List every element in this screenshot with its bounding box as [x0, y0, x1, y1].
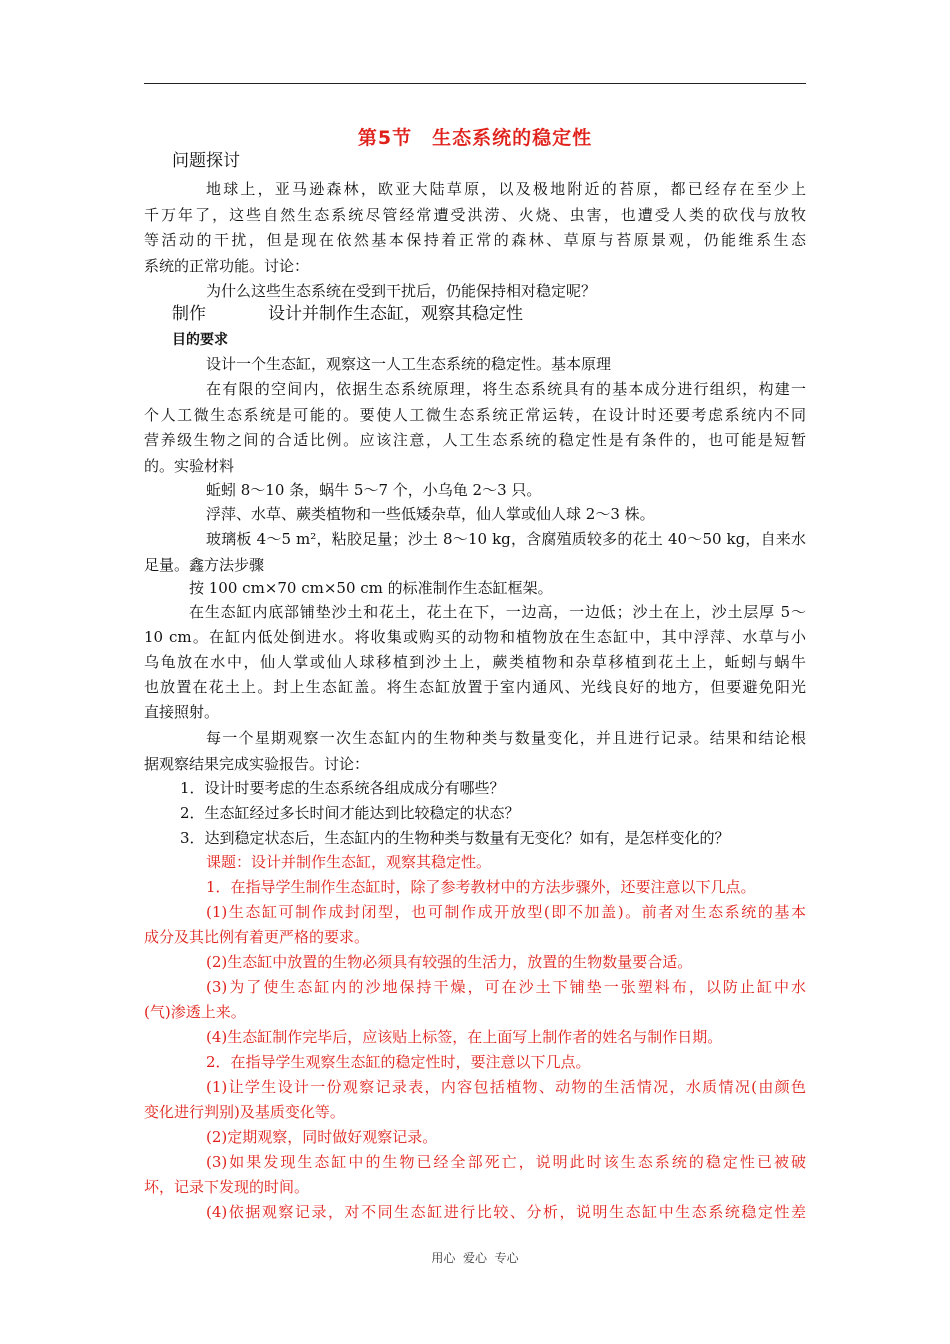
discussion-item: 3．达到稳定状态后，生态缸内的生物种类与数量有无变化？如有，是怎样变化的？ — [180, 829, 730, 847]
note-item: 成分及其比例有着更严格的要求。 — [144, 928, 370, 946]
paragraph-line: 等活动的干扰，但是现在依然基本保持着正常的森林、草原与苔原景观，仍能维系生态 — [144, 231, 806, 249]
note-item: (3)为了使生态缸内的沙地保持干燥，可在沙土下铺垫一张塑料布，以防止缸中水 — [206, 978, 806, 996]
purpose-text: 设计一个生态缸，观察这一人工生态系统的稳定性。基本原理 — [206, 355, 612, 373]
paragraph-line: 系统的正常功能。讨论： — [144, 257, 310, 275]
principle-line: 营养级生物之间的合适比例。应该注意，人工生态系统的稳定性是有条件的，也可能是短暂 — [144, 431, 806, 449]
step-line: 直接照射。 — [144, 703, 220, 721]
section-heading-discussion: 问题探讨 — [172, 151, 240, 171]
principle-line: 个人工微生态系统是可能的。要使人工微生态系统正常运转，在设计时还要考虑系统内不同 — [144, 406, 806, 424]
purpose-label: 目的要求 — [172, 332, 228, 348]
step-line: 乌龟放在水中，仙人掌或仙人球移植到沙土上，蕨类植物和杂草移植到花土上，蚯蚓与蜗牛 — [144, 653, 806, 671]
make-title: 设计并制作生态缸，观察其稳定性 — [268, 304, 523, 324]
material-others-line: 足量。鑫方法步骤 — [144, 556, 265, 574]
principle-line: 的。实验材料 — [144, 457, 235, 475]
step-line: 10 cm。在缸内低处倒进水。将收集或购买的动物和植物放在生态缸中，其中浮萍、水草与小 — [144, 628, 806, 646]
note-item: (1)让学生设计一份观察记录表，内容包括植物、动物的生活情况，水质情况(由颜色 — [206, 1078, 806, 1096]
step-line: 也放置在花土上。封上生态缸盖。将生态缸放置于室内通风、光线良好的地方，但要避免阳光 — [144, 678, 806, 696]
note-item: (4)生态缸制作完毕后，应该贴上标签，在上面写上制作者的姓名与制作日期。 — [206, 1028, 723, 1046]
discussion-item: 2．生态缸经过多长时间才能达到比较稳定的状态？ — [180, 804, 520, 822]
step-frame: 按 100 cm×70 cm×50 cm 的标准制作生态缸框架。 — [189, 579, 553, 597]
header-rule — [144, 83, 806, 84]
note-point-1: 1．在指导学生制作生态缸时，除了参考教材中的方法步骤外，还要注意以下几点。 — [206, 878, 756, 896]
observe-line: 每一个星期观察一次生态缸内的生物种类与数量变化，并且进行记录。结果和结论根 — [206, 729, 806, 747]
paragraph-line: 千万年了，这些自然生态系统尽管经常遭受洪涝、火烧、虫害，也遭受人类的砍伐与放牧 — [144, 206, 806, 224]
note-topic: 课题：设计并制作生态缸，观察其稳定性。 — [206, 853, 492, 871]
note-item: 变化进行判别)及基质变化等。 — [144, 1103, 345, 1121]
discussion-question: 为什么这些生态系统在受到干扰后，仍能保持相对稳定呢？ — [206, 282, 597, 300]
step-line: 在生态缸内底部铺垫沙土和花土，花土在下，一边高，一边低；沙土在上，沙土层厚 5～ — [189, 603, 806, 621]
page-footer: 用心 爱心 专心 — [431, 1251, 519, 1265]
material-animals: 蚯蚓 8～10 条，蜗牛 5～7 个，小乌龟 2～3 只。 — [206, 481, 542, 499]
observe-line: 据观察结果完成实验报告。讨论： — [144, 755, 370, 773]
note-item: (2)定期观察，同时做好观察记录。 — [206, 1128, 438, 1146]
page-title: 第5节 生态系统的稳定性 — [357, 127, 593, 149]
discussion-item: 1．设计时要考虑的生态系统各组成成分有哪些？ — [180, 779, 505, 797]
material-others-line: 玻璃板 4～5 m²，粘胶足量；沙土 8～10 kg，含腐殖质较多的花土 40～50 kg，自来水 — [206, 530, 806, 548]
paragraph-line: 地球上，亚马逊森林，欧亚大陆草原，以及极地附近的苔原，都已经存在至少上 — [206, 180, 806, 198]
note-item: (4)依据观察记录，对不同生态缸进行比较、分析，说明生态缸中生态系统稳定性差 — [206, 1203, 806, 1221]
note-item: (2)生态缸中放置的生物必须具有较强的生活力，放置的生物数量要合适。 — [206, 953, 693, 971]
make-label: 制作 — [172, 304, 206, 324]
note-item: (1)生态缸可制作成封闭型，也可制作成开放型(即不加盖)。前者对生态系统的基本 — [206, 903, 806, 921]
note-item: 坏，记录下发现的时间。 — [144, 1178, 310, 1196]
note-item: (3)如果发现生态缸中的生物已经全部死亡，说明此时该生态系统的稳定性已被破 — [206, 1153, 806, 1171]
material-plants: 浮萍、水草、蕨类植物和一些低矮杂草，仙人掌或仙人球 2～3 株。 — [206, 505, 655, 523]
note-point-2: 2．在指导学生观察生态缸的稳定性时，要注意以下几点。 — [206, 1053, 591, 1071]
note-item: (气)渗透上来。 — [144, 1003, 246, 1021]
principle-line: 在有限的空间内，依据生态系统原理，将生态系统具有的基本成分进行组织，构建一 — [206, 380, 806, 398]
